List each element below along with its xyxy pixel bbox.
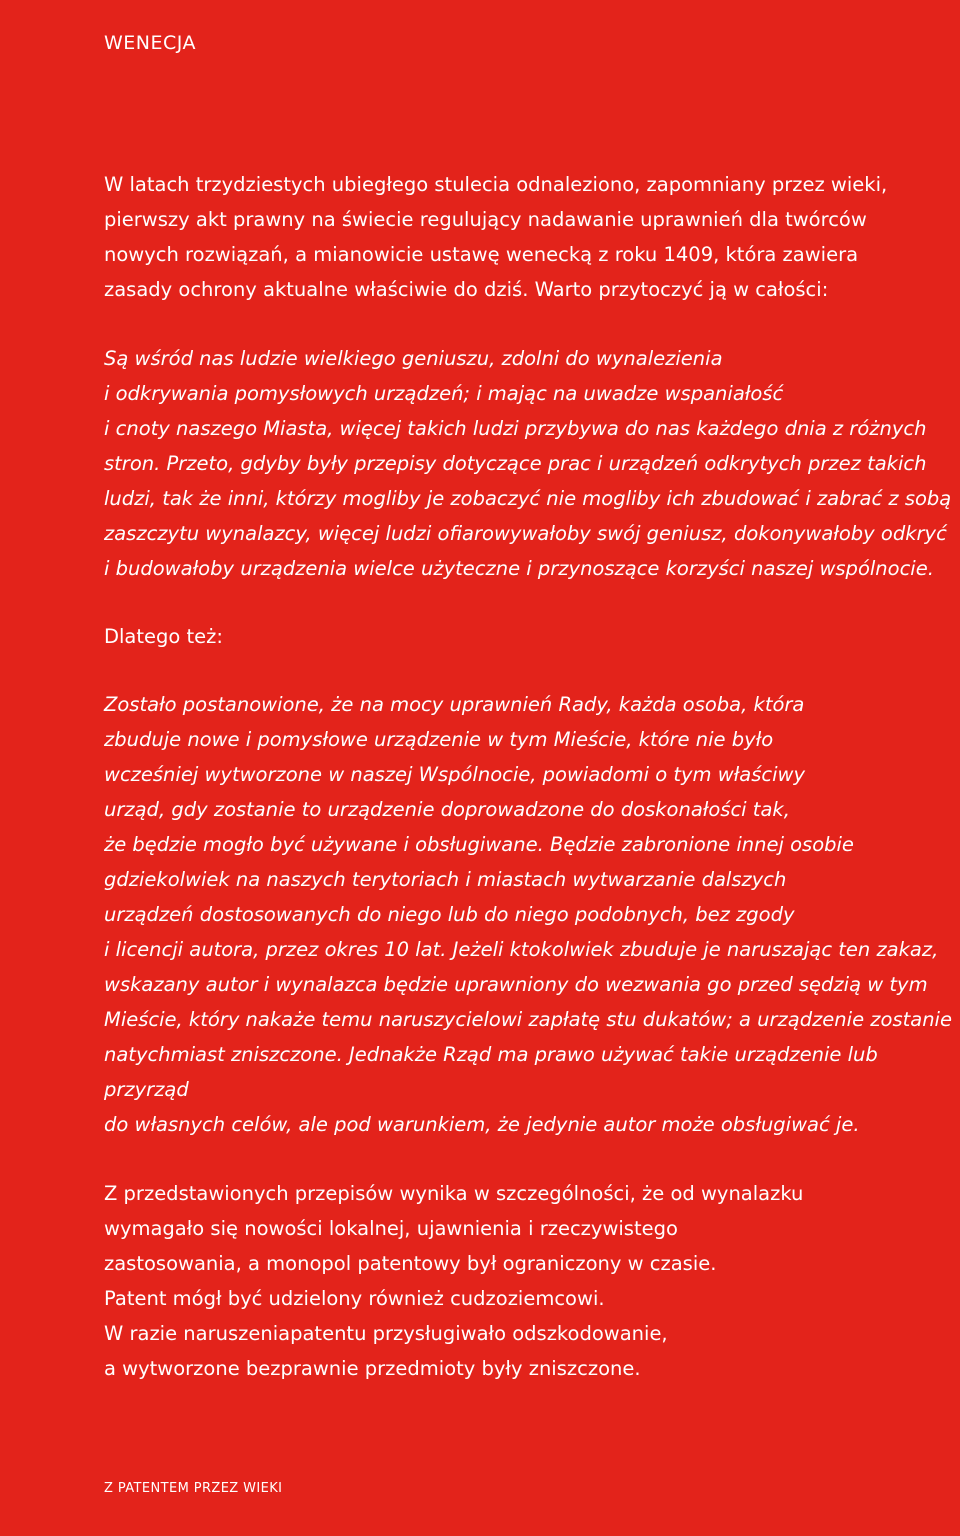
quote-paragraph-1: Są wśród nas ludzie wielkiego geniuszu, zdolni do wynalezienia i odkrywania pomysłowych urządzeń; i mając na uwadze wspaniałość i cnoty naszego Miasta, więcej takich ludzi przybywa do nas każdego dnia z różnych stron. Przeto, gdyby były przepisy dotyczące prac i urządzeń odkrytych przez takich ludzi, tak że inni, którzy mogliby je zobaczyć nie mogliby ich zbudować i zabrać z sobą zaszczytu wynalazcy, więcej ludzi ofiarowywałoby swój geniusz, dokonywałoby odkryć i budowałoby urządzenia wielce użyteczne i przynoszące korzyści naszej wspólnocie. (104, 347, 952, 580)
transition-paragraph: Dlatego też: (104, 625, 223, 648)
article-body (104, 167, 954, 1386)
section-title: WENECJA (104, 32, 197, 54)
quote-paragraph-2: Zostało postanowione, że na mocy uprawnień Rady, każda osoba, która zbuduje nowe i pomysłowe urządzenie w tym Mieście, które nie było wcześniej wytworzone w naszej Wspólnocie, powiadomi o tym właściwy urząd, gdy zostanie to urządzenie doprowadzone do doskonałości tak, że będzie mogło być używane i obsługiwane. Będzie zabronione innej osobie gdziekolwiek na naszych terytoriach i miastach wytwarzanie dalszych urządzeń dostosowanych do niego lub do niego podobnych, bez zgody i licencji autora, przez okres 10 lat. Jeżeli ktokolwiek zbuduje je naruszając ten zakaz, wskazany autor i wynalazca będzie uprawniony do wezwania go przed sędzią w tym Mieście, który nakaże temu naruszycielowi zapłatę stu dukatów; a urządzenie zostanie natychmiast zniszczone. Jednakże Rząd ma prawo używać takie urządzenie lub przyrząd do własnych celów, ale pod warunkiem, że jedynie autor może obsługiwać je. (104, 693, 952, 1136)
running-footer: Z PATENTEM PRZEZ WIEKI (104, 1481, 283, 1496)
intro-paragraph: W latach trzydziestych ubiegłego stulecia odnaleziono, zapomniany przez wieki, pierwszy akt prawny na świecie regulujący nadawanie uprawnień dla twórców nowych rozwiązań, a mianowicie ustawę wenecką z roku 1409, która zawiera zasady ochrony aktualne właściwie do dziś. Warto przytoczyć ją w całości: (104, 173, 888, 301)
summary-paragraph: Z przedstawionych przepisów wynika w szczególności, że od wynalazku wymagało się nowości lokalnej, ujawnienia i rzeczywistego zastosowania, a monopol patentowy był ograniczony w czasie. Patent mógł być udzielony również cudzoziemcowi. W razie naruszeniapatentu przysługiwało odszkodowanie, a wytworzone bezprawnie przedmioty były zniszczone. (104, 1182, 804, 1380)
